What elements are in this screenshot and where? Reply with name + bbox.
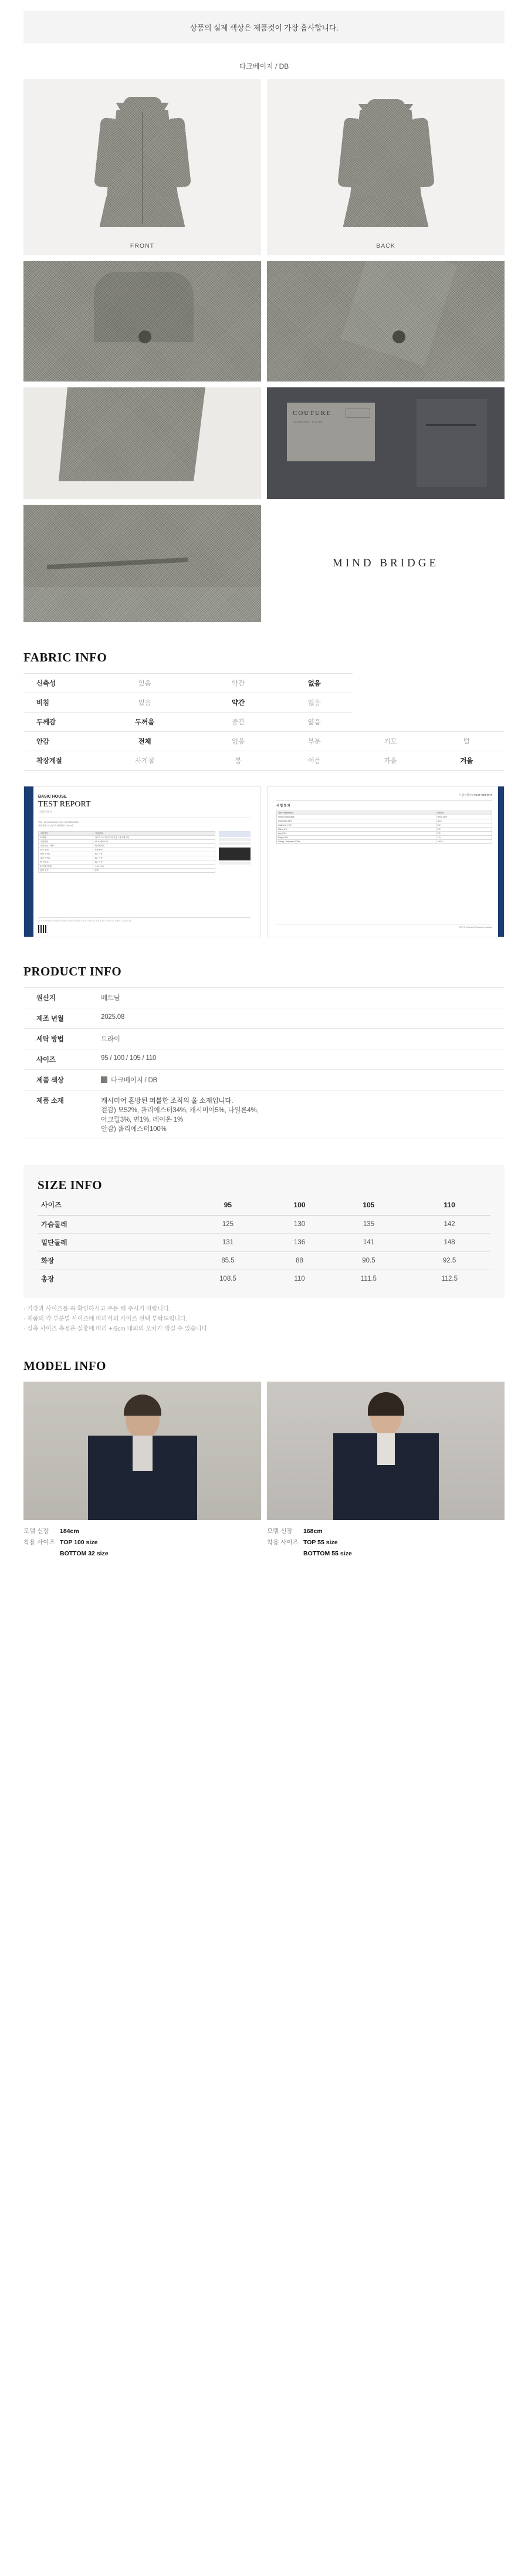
model-meta-1 (23, 1526, 261, 1559)
size-cell: 92.5 (408, 1252, 490, 1270)
table-row (23, 1029, 505, 1049)
fabric-row-label: 비침 (23, 693, 89, 713)
fabric-row-label: 착장계절 (23, 751, 89, 771)
model-bottom-size: BOTTOM 55 size (303, 1549, 352, 1557)
fabric-option: 없음 (276, 693, 353, 713)
report-cell: Polyester 34% (277, 819, 436, 823)
model-photo-2 (267, 1382, 505, 1520)
brand-name-text: MIND BRIDGE (332, 557, 439, 569)
label-brand-text: COUTURE (293, 410, 331, 417)
size-cell: 130 (270, 1216, 329, 1234)
fabric-row-label: 신축성 (23, 674, 89, 693)
report-section-title: 시 험 결 과 (276, 804, 290, 808)
product-color-value (101, 1070, 505, 1091)
product-material-value (101, 1091, 505, 1139)
product-row-label: 제품 색상 (23, 1070, 101, 1091)
product-info-title: PRODUCT INFO (23, 964, 122, 978)
fabric-option: 봄 (200, 751, 276, 771)
front-photo-caption: FRONT (130, 242, 155, 249)
size-row-label: 밑단둘레 (38, 1234, 185, 1252)
report-cell: 마찰 견뢰도 (39, 852, 93, 856)
report-cell: 시험기준 : 세탁 (39, 844, 93, 848)
size-cell: 108.5 (219, 1275, 236, 1282)
product-row-value: 95 / 100 / 105 / 110 (101, 1049, 505, 1070)
fabric-option: 사계절 (89, 751, 200, 771)
detail-photo-pocket (23, 505, 261, 622)
test-report-images (23, 786, 505, 937)
report-cell: 시험방법 (39, 840, 93, 844)
inner-pocket (426, 424, 476, 426)
product-row-label: 원산지 (23, 988, 101, 1008)
size-cell: 110 (294, 1275, 305, 1282)
size-info-table (38, 1196, 490, 1288)
model-height-value: 184cm (60, 1528, 79, 1535)
model-top-size: TOP 55 size (303, 1538, 338, 1546)
model-card-2 (267, 1382, 505, 1520)
color-notice-text: 상품의 실제 색상은 제품컷이 가장 흡사합니다. (189, 23, 339, 32)
model-meta-row (23, 1526, 505, 1559)
size-col-header: 100 (270, 1196, 329, 1216)
report-cell: 시험결과 (93, 832, 215, 836)
size-cell: 111.5 (360, 1275, 377, 1282)
test-report-left (23, 786, 260, 937)
fabric-info-table (23, 673, 505, 771)
detail-photo-cuff (267, 261, 505, 381)
table-row (23, 713, 505, 732)
fabric-option: 기모 (353, 732, 429, 751)
fabric-option: 없음 (200, 732, 276, 751)
report-cell: 34.0 (436, 819, 492, 823)
detail-photo-hem (23, 387, 261, 499)
detail-photo-collar (23, 261, 261, 381)
size-note: - 기장과 사이즈를 꼭 확인하시고 주문 해 주시기 바랍니다. (23, 1306, 171, 1312)
report-cell: 땀 견뢰도 (39, 860, 93, 865)
fabric-option-selected: 없음 (276, 674, 353, 693)
table-row (23, 1070, 505, 1091)
model-size-label: 착용 사이즈 (23, 1538, 55, 1546)
table-row (23, 1091, 505, 1139)
report-cell: Cashmere 5% (277, 823, 436, 828)
fabric-option: 여름 (276, 751, 353, 771)
size-cell: 148 (408, 1234, 490, 1252)
lining-panel (417, 399, 487, 487)
model-photo-1 (23, 1382, 261, 1520)
model-inner-top (133, 1436, 153, 1471)
report-footer: 본 시험 성적서는 의뢰인이 제출한 시료에 한하여 시험한 결과이며, 상업적 광고 목적으로 사용할 수 없습니다. (38, 919, 132, 922)
size-cell: 141 (329, 1234, 409, 1252)
report-cell: 4급 이상 (93, 860, 215, 865)
size-cell: 90.5 (329, 1252, 409, 1270)
size-col-header: 105 (329, 1196, 409, 1216)
coat-back-illustration (330, 97, 442, 232)
table-row (23, 1049, 505, 1070)
size-cell: 125 (185, 1216, 270, 1234)
size-cell: 142 (408, 1216, 490, 1234)
fabric-option-selected: 약간 (200, 693, 276, 713)
report-cell: 수축률(경/위) (39, 865, 93, 869)
report-cell: Wool 52% (436, 815, 492, 819)
size-info-section (0, 1165, 528, 1334)
size-notes (23, 1304, 505, 1334)
report-cell: 양호 (93, 869, 215, 873)
report-meta-line: 서울특별시 강남구 테헤란로 000 0층 (38, 825, 74, 828)
report-cell: 시험항목 (39, 832, 93, 836)
report-cell: 5.0 (436, 823, 492, 828)
size-row-label: 총장 (41, 1276, 55, 1283)
report-cell: -1.0 / -1.0 (93, 865, 215, 869)
report-meta-line: TEL : 02-0000-0000 FAX : 02-0000-0000 (38, 821, 79, 823)
product-info-section (23, 964, 505, 1139)
size-row-label: 화장 (38, 1252, 185, 1270)
report-cell: Rayon 1% (277, 836, 436, 840)
brand-logo-block (267, 505, 505, 622)
detail-photo-row-3 (23, 505, 505, 622)
report-brand: BASIC HOUSE (38, 795, 67, 799)
report-side-strip (498, 786, 504, 937)
fabric-option: 가을 (353, 751, 429, 771)
coat-front-illustration (87, 97, 198, 232)
color-notice-banner (23, 11, 505, 43)
model-info-section (23, 1359, 505, 1373)
report-cell: 4급 이상 (93, 852, 215, 856)
product-row-label: 사이즈 (23, 1049, 101, 1070)
product-row-label: 제조 년월 (23, 1008, 101, 1029)
material-line: 겉감) 모52%, 폴리에스터34%, 캐시미어5%, 나일론4%, (101, 1107, 259, 1114)
size-col-header: 사이즈 (38, 1196, 185, 1216)
fabric-option-selected: 겨울 (428, 751, 505, 771)
material-line: 아크릴3%, 면1%, 레이온 1% (101, 1116, 184, 1123)
table-row (23, 988, 505, 1008)
fabric-fold (23, 587, 261, 622)
report-cell: 자연건조 (93, 848, 215, 852)
collar-button (138, 330, 151, 343)
report-cell: 1.0 (436, 836, 492, 840)
report-cell: KS K ISO 105 (93, 840, 215, 844)
fabric-info-title: FABRIC INFO (23, 650, 107, 664)
report-cell: Acryl 3% (277, 832, 436, 836)
color-name-label: 다크베이지 / DB (239, 62, 289, 70)
size-cell: 112.5 (441, 1275, 458, 1282)
color-swatch (101, 1076, 107, 1083)
product-row-value: 베트남 (101, 988, 505, 1008)
report-cell: Fiber composition (277, 815, 436, 819)
detail-photo-row-2 (23, 387, 505, 499)
fabric-option: 얇음 (276, 713, 353, 732)
model-inner-top (377, 1433, 395, 1465)
model-height-label: 모델 신장 (23, 1528, 49, 1535)
model-photo-row (23, 1382, 505, 1520)
cuff-button (392, 330, 405, 343)
table-row (38, 1270, 490, 1288)
fabric-option: 있음 (89, 674, 200, 693)
product-material-label: 제품 소재 (23, 1091, 101, 1139)
size-row-label: 가슴둘레 (38, 1216, 185, 1234)
detail-photo-lining (267, 387, 505, 499)
report-cell: 일광 견뢰도 (39, 856, 93, 860)
report-header: 시험성적서 / TEST REPORT (459, 794, 492, 796)
product-row-value: 2025.08 (101, 1008, 505, 1029)
fabric-row-label: 두께감 (23, 713, 89, 732)
report-cell: 기모우드 / 캐시미어 혼방 / 폴리에스터 (93, 836, 215, 840)
model-size-label: 착용 사이즈 (267, 1538, 299, 1546)
table-row (38, 1234, 490, 1252)
fabric-option-selected: 전체 (89, 732, 200, 751)
model-height-label: 모델 신장 (267, 1528, 293, 1535)
table-header-row (38, 1196, 490, 1216)
product-info-table (23, 987, 505, 1139)
test-report-right (268, 786, 505, 937)
report-side-strip (24, 786, 33, 937)
model-card-1 (23, 1382, 261, 1520)
size-col-header: 110 (408, 1196, 490, 1216)
product-row-label: 세탁 방법 (23, 1029, 101, 1049)
size-info-box (23, 1165, 505, 1298)
report-result-table (38, 831, 215, 873)
table-row (23, 732, 505, 751)
report-subtitle: 시험성적서 (38, 811, 53, 814)
size-col-header: 95 (185, 1196, 270, 1216)
product-color-text: 다크베이지 / DB (111, 1077, 158, 1084)
product-detail-page (0, 11, 528, 1575)
fabric-option: 있음 (89, 693, 200, 713)
report-cell: 건조 방법 (39, 848, 93, 852)
product-row-value: 드라이 (101, 1029, 505, 1049)
size-info-title: SIZE INFO (38, 1178, 103, 1192)
detail-photo-row-1 (23, 261, 505, 381)
report-cell: Lining : Polyester 100% (277, 840, 436, 844)
table-row (23, 751, 505, 771)
report-cell: 접착 강도 (39, 869, 93, 873)
hem-fabric-panel (59, 387, 205, 481)
front-photo (23, 79, 261, 255)
size-note: - 실측 사이즈 측정은 실좋에 따라 +-5cm 내외의 오차가 생길 수 있습니다. (23, 1326, 209, 1332)
report-cell: 3.0 (436, 832, 492, 836)
fabric-option: 부분 (276, 732, 353, 751)
size-cell: 88 (270, 1252, 329, 1270)
back-photo-caption: BACK (376, 242, 395, 249)
front-back-photo-row (23, 79, 505, 255)
fabric-row-label: 안감 (23, 732, 89, 751)
qr-code (38, 925, 46, 933)
table-row (23, 693, 505, 713)
label-sub-text: CASHMERE BLEND (293, 420, 323, 423)
model-info-title: MODEL INFO (23, 1359, 106, 1373)
fabric-option-selected: 두꺼움 (89, 713, 200, 732)
report-result-table (276, 811, 492, 844)
size-cell: 135 (329, 1216, 409, 1234)
back-photo (267, 79, 505, 255)
table-row (23, 1008, 505, 1029)
size-cell: 85.5 (185, 1252, 270, 1270)
report-cell: Result (436, 811, 492, 815)
size-cell: 131 (185, 1234, 270, 1252)
fabric-option: 약간 (200, 674, 276, 693)
report-cell: 4.0 (436, 828, 492, 832)
report-cell: Test Parameters (277, 811, 436, 815)
table-row (23, 674, 505, 693)
report-title: TEST REPORT (38, 800, 91, 809)
material-line: 캐시미어 혼방된 퍼블한 조직의 울 소재입니다. (101, 1098, 233, 1105)
table-row (38, 1216, 490, 1234)
model-height-value: 168cm (303, 1528, 323, 1535)
report-cell: 소재명 (39, 836, 93, 840)
label-box (346, 408, 370, 418)
size-note: - 제품의 각 부분별 사이즈에 따라서의 사이즈 선택 부탁드립니다. (23, 1316, 188, 1322)
material-line: 안감) 폴리에스터100% (101, 1126, 167, 1133)
inner-label-patch (287, 403, 375, 461)
size-cell: 136 (270, 1234, 329, 1252)
report-cell: 100.0 (436, 840, 492, 844)
report-cell: 4급 이상 (93, 856, 215, 860)
report-cell: Nylon 4% (277, 828, 436, 832)
report-footer: KOTITI Testing & Research Institute (458, 926, 492, 929)
fabric-option: 털 (428, 732, 505, 751)
report-cell: 세탁견뢰도 (93, 844, 215, 848)
fabric-info-section (23, 650, 505, 771)
model-bottom-size: BOTTOM 32 size (60, 1549, 109, 1557)
model-top-size: TOP 100 size (60, 1538, 98, 1546)
model-meta-2 (267, 1526, 505, 1559)
fabric-option: 중간 (200, 713, 276, 732)
table-row (38, 1252, 490, 1270)
